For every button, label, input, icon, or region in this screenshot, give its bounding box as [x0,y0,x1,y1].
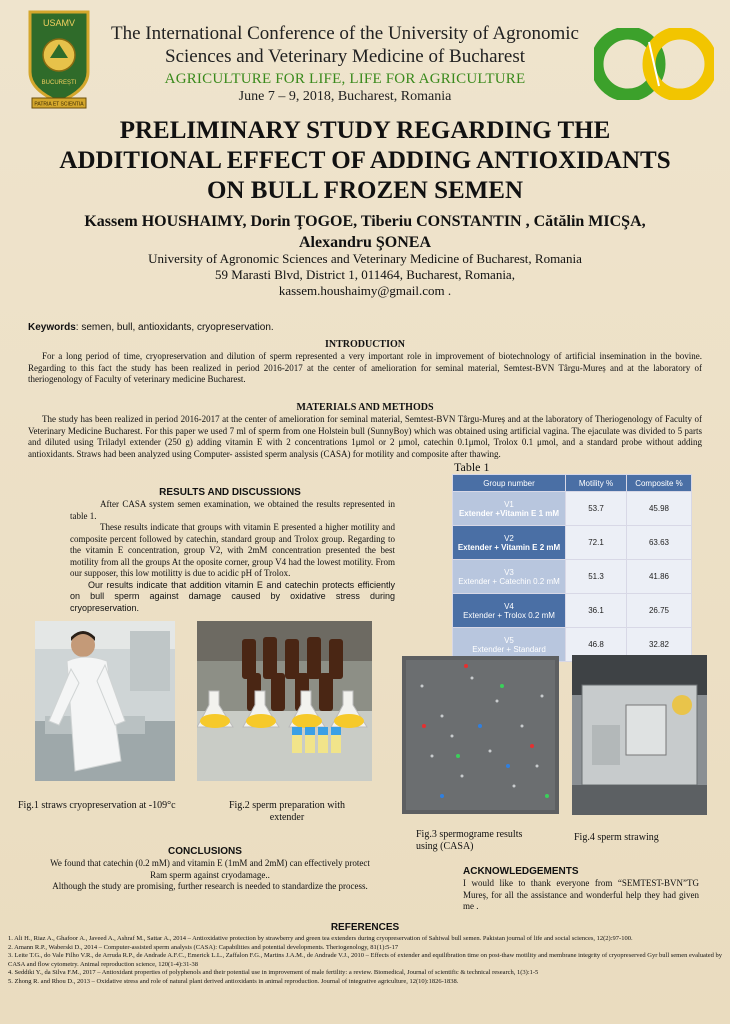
table-row [453,560,692,594]
table-group-cell: V2 Extender + Vitamin E 2 mM [453,526,566,560]
figure-4-caption: Fig.4 sperm strawing [574,832,659,843]
table-group-cell: V5 Extender + Standard [453,628,566,662]
table-value-cell: 32.82 [627,628,692,662]
methods-text: The study has been realized in period 2016-2017 at the center of amelioration for seminal material, Semtest-BVN Târgu-Mureș and at the laboratory of Theriogenology of Faculty of Veterinary Medicine Bucharest. For this paper we used 7 ml of sperm from one Holstein bull (SunnyBoy) which was obtained using artificial vagina. The ejaculate was divided to 5 parts and diluted using Triladyl extender (250 g) adding vitamin E with 2 concentrations 1μmol or 2 μmol, catechin 0.1μmol, Trolox 0.1 μmol, and a standard probe without adding antioxidants. Straws had been analyzed using Computer- assisted sperm analysis (CASA) for motility and composite after thawing. [28,414,702,459]
logo-top-text: USAMV [42,18,76,28]
table-group-cell: V1 Extender +Vitamin E 1 mM [453,492,566,526]
logo-bottom-text: BUCUREȘTI [41,80,77,86]
table-group-cell: V4 Extender + Trolox 0.2 mM [453,594,566,628]
conclusions-text: We found that catechin (0.2 mM) and vitamin E (1mM and 2mM) can effectively protect Ram sperm against cryodamage.. Although the study are promising, further research is needed to standardize the process. [50,858,370,891]
table-caption: Table 1 [454,460,490,474]
reference-item: 5. Zhong R. and Rhou D., 2013 – Oxidative stress and role of natural plant derived antioxidants in animal reproduction. Journal of integrative agriculture, 12(10):1826-1838. [8,977,459,985]
table-value-cell: 26.75 [627,594,692,628]
conclusions-heading: CONCLUSIONS [168,846,242,857]
authors: Kassem HOUSHAIMY, Dorin ŢOGOE, Tiberiu CONSTANTIN , Cătălin MICŞA, Alexandru ŞONEA [84,213,646,251]
figure-3-photo [402,656,559,814]
references-heading: REFERENCES [330,922,400,933]
introduction-text: For a long period of time, cryopreservation and dilution of sperm represented a very important role in improvement of biotechnology of artificial insemination in the bovine. Regarding to this fact the study has been realized in period 2016-2017 at the center of amelioration for seminal material, Semtest-BVN Târgu-Mureș and at the laboratory of theriogenology of Faculty of veterinary medicine Bucharest. [28,351,702,384]
reference-item: 2. Amann R.P., Waberski D., 2014 – Computer-assisted sperm analysis (CASA): Capabilities and potential developments. Theriogenology, 81(1):5-17 [8,943,399,951]
table-row [453,492,692,526]
conference-date: June 7 – 9, 2018, Bucharest, Romania [238,89,452,104]
table-value-cell: 45.98 [627,492,692,526]
table-value-cell: 53.7 [566,492,627,526]
logo-banner-text: PATRIA ET SCIENTIA [34,101,84,108]
agriculture-for-life-logo [594,28,714,100]
figure-3-caption: Fig.3 spermograme results using (CASA) [416,829,523,852]
table-header-row [453,475,692,492]
reference-item: 3. Leite T.G., do Vale Filho V.R., de Arruda R.P., de Andrade A.F.C., Emerick L.L., Zaffalon F.G., Martins J.A.M., de Andrade V.J., 2010 – Effects of extender and equilibration time on post-thaw motility and membrane integrity of cryopreserved Gyr bull semen evaluated by CASA and flow cytometry. Animal reproduction science, 120(1-4):31-38 [8,952,723,968]
table-value-cell: 36.1 [566,594,627,628]
reference-item: 4. Seddiki Y., da Silva F.M., 2017 – Antioxidant properties of polyphenols and their potential use in improvement of male fertility: a review. Biomedical, Journal of scientific & technical research, 1(3):1-5 [8,969,539,976]
conference-motto: AGRICULTURE FOR LIFE, LIFE FOR AGRICULTURE [164,71,526,87]
table-group-cell: V3 Extender + Catechin 0.2 mM [453,560,566,594]
keywords: Keywords: semen, bull, antioxidants, cryopreservation. [28,322,274,333]
author-email: kassem.houshaimy@gmail.com . [278,283,452,298]
figure-1-photo [35,621,175,781]
results-table [452,474,692,662]
results-text: After CASA system semen examination, we obtained the results represented in table 1. These results indicate that groups with vitamin E presented a higher motility and composite percent followed by catechin, standard group and Trolox group. Regarding to the vitamin E concentration, group V2, with 2mM concentration presented the best motility from all the groups At the oposite corner, group V4 had the lowest motility. From our supposer, this low motilitty is due to acidic pH of Trolox. Our results indicate that addition vitamin E and catechin protects efficiently on bull sperm against damage caused by oxidative stress during cryopreservation. [70,499,395,613]
figure-2-caption: Fig.2 sperm preparation with extender [228,800,346,823]
figure-2-photo [197,621,372,781]
results-heading: RESULTS AND DISCUSSIONS [159,487,301,498]
acknowledgements-heading: ACKNOWLEDGEMENTS [463,866,579,877]
table-row [453,526,692,560]
table-value-cell: 63.63 [627,526,692,560]
conference-title: The International Conference of the University of Agronomic Sciences and Veterinary Medicine of Bucharest [111,23,579,67]
table-value-cell: 72.1 [566,526,627,560]
introduction-heading: INTRODUCTION [324,339,405,350]
table-row [453,594,692,628]
table-value-cell: 41.86 [627,560,692,594]
references-list [8,935,724,986]
table-header-cell: Composite % [627,475,692,492]
methods-heading: MATERIALS AND METHODS [296,402,434,413]
figure-4-photo [572,655,707,815]
acknowledgements-text: I would like to thank everyone from “SEMTEST-BVN”TG Mureș, for all the assistance and wonderful help they had given me . [463,878,699,911]
university-logo [28,10,90,110]
affiliation: University of Agronomic Sciences and Veterinary Medicine of Bucharest, Romania 59 Marasti Blvd, District 1, 011464, Bucharest, Romania, kassem.houshaimy@gmail.com . [40,251,690,299]
table-value-cell: 46.8 [566,628,627,662]
paper-title: PRELIMINARY STUDY REGARDING THE ADDITIONAL EFFECT OF ADDING ANTIOXIDANTS ON BULL FROZEN SEMEN [59,117,671,204]
table-value-cell: 51.3 [566,560,627,594]
table-header-cell: Motility % [566,475,627,492]
figure-1-caption: Fig.1 straws cryopreservation at -109°c [18,800,176,811]
reference-item: 1. Ali H., Riaz A., Ghafoor A., Javeed A., Ashraf M., Sattar A., 2014 – Antioxidative protection by strawberry and green tea extenders during cryopreservation of Sahiwal bull semen. Pakistan journal of life and social sciences, 12(2):97-100. [8,935,633,942]
table-header-cell: Group number [453,475,566,492]
